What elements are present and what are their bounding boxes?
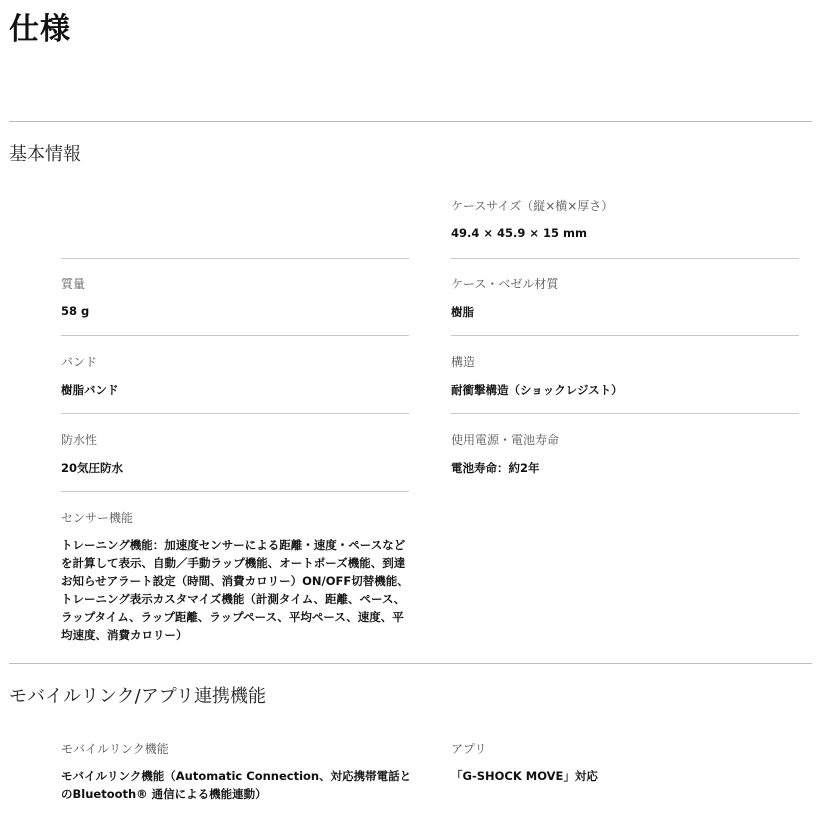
spec-label: 質量 <box>61 277 86 291</box>
spec-value: 電池寿命：約2年 <box>451 461 540 475</box>
spec-label: バンド <box>61 355 98 369</box>
spec-label: 使用電源・電池寿命 <box>451 433 560 447</box>
spec-value: 20気圧防水 <box>61 461 124 475</box>
spec-value: 樹脂 <box>451 305 474 319</box>
section-divider <box>9 121 812 122</box>
spec-label: 防水性 <box>61 433 98 447</box>
section-title-basic: 基本情報 <box>9 144 81 165</box>
spec-value: 樹脂バンド <box>61 383 119 397</box>
spec-value: モバイルリンク機能（Automatic Connection、対応携帯電話とのBluetooth® 通信による機能連動） <box>61 769 412 801</box>
spec-value: 58 g <box>61 304 90 318</box>
section-title-mobile: モバイルリンク/アプリ連携機能 <box>9 686 266 707</box>
spec-label: ケース・ベゼル材質 <box>451 277 559 291</box>
spec-divider <box>451 413 799 414</box>
section-divider <box>9 663 812 664</box>
spec-value: トレーニング機能：加速度センサーによる距離・速度・ペースなどを計算して表示、自動／手動ラップ機能、オートポーズ機能、到達お知らせアラート設定（時間、消費カロリー）ON/OFF切替機能、トレーニング表示カスタマイズ機能（計測タイム、距離、ペース、ラップタイム、ラップ距離、ラップペース、平均ペース、速度、平均速度、消費カロリー） <box>61 538 409 642</box>
spec-divider <box>61 335 409 336</box>
spec-value: 49.4 × 45.9 × 15 mm <box>451 226 588 240</box>
spec-label: ケースサイズ（縦×横×厚さ） <box>451 199 614 213</box>
spec-value: 「G-SHOCK MOVE」対応 <box>451 769 598 783</box>
spec-divider <box>61 258 409 259</box>
spec-divider <box>451 258 799 259</box>
spec-label: 構造 <box>451 355 476 369</box>
spec-label: モバイルリンク機能 <box>61 742 169 756</box>
page-title: 仕様 <box>9 12 71 47</box>
spec-divider <box>61 491 409 492</box>
spec-divider <box>61 413 409 414</box>
spec-label: センサー機能 <box>61 511 134 525</box>
spec-divider <box>451 335 799 336</box>
spec-label: アプリ <box>451 742 487 756</box>
spec-value: 耐衝撃構造（ショックレジスト） <box>451 383 623 397</box>
